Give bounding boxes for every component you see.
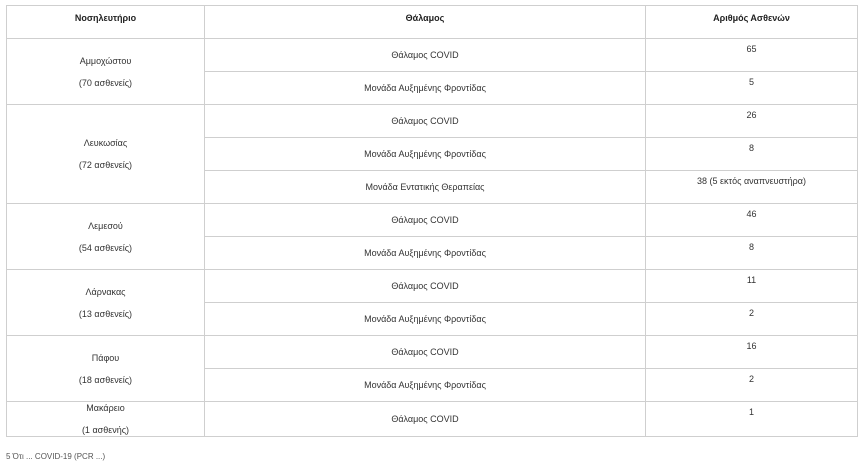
hospital-name: Πάφου xyxy=(91,352,120,363)
patient-count-cell: 26 xyxy=(646,105,858,138)
patient-count-cell: 2 xyxy=(646,303,858,336)
hospital-patient-total: (13 ασθενείς) xyxy=(78,308,133,319)
footnote: 5 Ότι ... COVID-19 (PCR ...) xyxy=(6,452,106,461)
ward-cell: Θάλαμος COVID xyxy=(205,336,646,369)
hospital-patient-total: (18 ασθενείς) xyxy=(78,374,133,385)
patient-count-cell: 1 xyxy=(646,402,858,437)
header-patients: Αριθμός Ασθενών xyxy=(646,6,858,39)
patient-count-cell: 65 xyxy=(646,39,858,72)
hospital-cell xyxy=(7,336,205,402)
hospital-name: Μακάρειο xyxy=(86,403,125,413)
patient-count-cell: 11 xyxy=(646,270,858,303)
table-row xyxy=(7,270,858,303)
ward-cell: Μονάδα Αυξημένης Φροντίδας xyxy=(205,303,646,336)
ward-cell: Μονάδα Αυξημένης Φροντίδας xyxy=(205,369,646,402)
hospital-patient-total: (54 ασθενείς) xyxy=(78,242,133,253)
patient-count-cell: 5 xyxy=(646,72,858,105)
hospital-cell xyxy=(7,105,205,204)
patient-count-cell: 8 xyxy=(646,237,858,270)
header-ward: Θάλαμος xyxy=(205,6,646,39)
hospital-cell xyxy=(7,402,205,437)
ward-cell: Θάλαμος COVID xyxy=(205,105,646,138)
hospital-cell xyxy=(7,204,205,270)
ward-cell: Θάλαμος COVID xyxy=(205,270,646,303)
hospital-patient-total: (72 ασθενείς) xyxy=(78,160,133,170)
ward-cell: Θάλαμος COVID xyxy=(205,39,646,72)
hospital-name: Λευκωσίας xyxy=(83,138,128,148)
ward-cell: Θάλαμος COVID xyxy=(205,204,646,237)
table-row xyxy=(7,39,858,72)
patient-count-cell: 8 xyxy=(646,138,858,171)
hospital-patients-table xyxy=(6,5,858,437)
ward-cell: Θάλαμος COVID xyxy=(205,402,646,437)
table-row xyxy=(7,105,858,138)
ward-cell: Μονάδα Αυξημένης Φροντίδας xyxy=(205,72,646,105)
hospital-name: Λεμεσού xyxy=(88,220,123,231)
patient-count-cell: 38 (5 εκτός αναπνευστήρα) xyxy=(646,171,858,204)
hospital-patient-total: (70 ασθενείς) xyxy=(78,77,133,88)
table-row xyxy=(7,204,858,237)
header-hospital: Νοσηλευτήριο xyxy=(7,6,205,39)
hospital-name: Αμμοχώστου xyxy=(79,55,132,66)
table-row xyxy=(7,402,858,437)
ward-cell: Μονάδα Εντατικής Θεραπείας xyxy=(205,171,646,204)
patient-count-cell: 16 xyxy=(646,336,858,369)
ward-cell: Μονάδα Αυξημένης Φροντίδας xyxy=(205,138,646,171)
table-body xyxy=(7,39,858,437)
hospital-name: Λάρνακας xyxy=(85,286,126,297)
patient-count-cell: 2 xyxy=(646,369,858,402)
ward-cell: Μονάδα Αυξημένης Φροντίδας xyxy=(205,237,646,270)
patient-count-cell: 46 xyxy=(646,204,858,237)
table-row xyxy=(7,336,858,369)
hospital-cell xyxy=(7,270,205,336)
table-header-row xyxy=(7,6,858,39)
hospital-patient-total: (1 ασθενής) xyxy=(81,425,130,435)
hospital-cell xyxy=(7,39,205,105)
